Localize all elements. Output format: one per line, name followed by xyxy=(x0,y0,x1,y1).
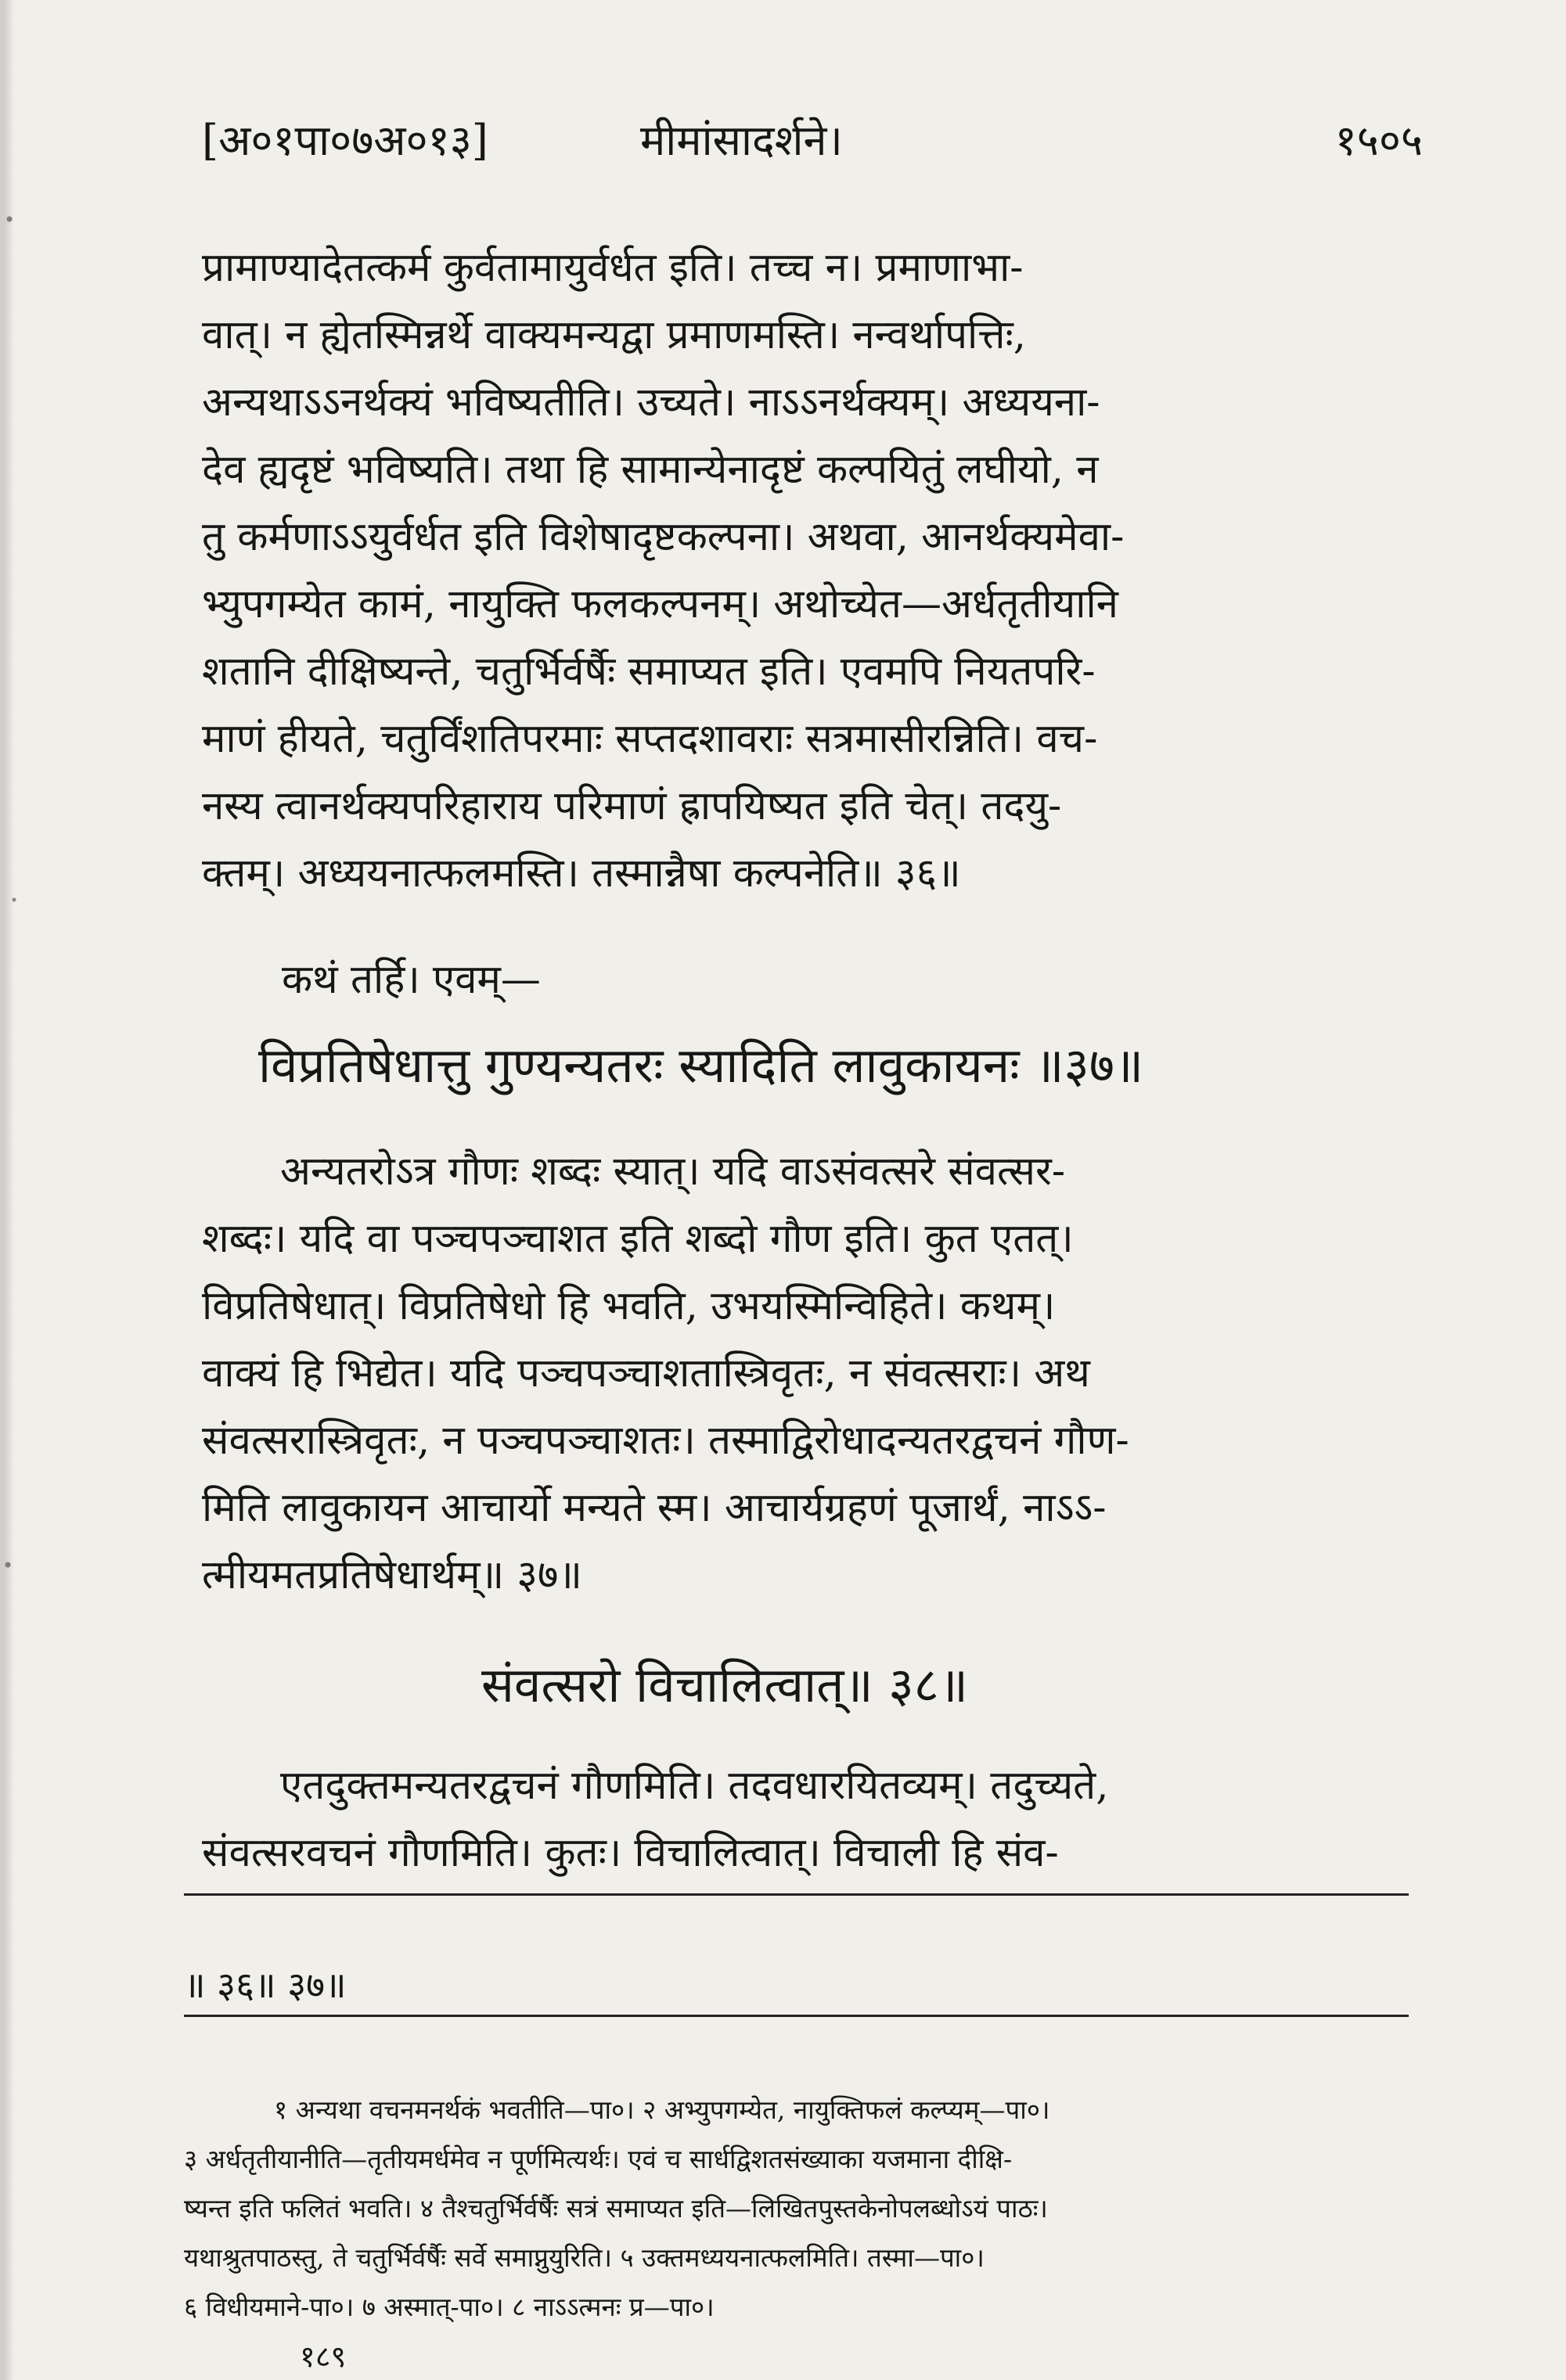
sutra-38: संवत्सरो विचालित्वात्॥ ३८॥ xyxy=(481,1656,968,1713)
running-title: मीमांसादर्शने। xyxy=(640,116,843,165)
text-line: संवत्सरवचनं गौणमिति। कुतः। विचालित्वात्। विचाली हि संव- xyxy=(202,1830,1059,1876)
text-line: मिति लावुकायन आचार्यो मन्यते स्म। आचार्यग्रहणं पूजार्थं, नाऽऽ- xyxy=(202,1485,1107,1531)
footnotes xyxy=(184,2085,1420,2331)
footnote-line: ६ विधीयमाने-पा०। ७ अस्मात्-पा०। ८ नाऽऽत्मनः प्र—पा०। xyxy=(184,2292,715,2322)
text-line: एतदुक्तमन्यतरद्वचनं गौणमिति। तदवधारयितव्यम्। तदुच्यते, xyxy=(280,1763,1109,1809)
text-line: शतानि दीक्षिष्यन्ते, चतुर्भिर्वर्षैः समाप्यत इति। एवमपि नियतपरि- xyxy=(202,649,1096,695)
text-line: नस्य त्वानर्थक्यपरिहाराय परिमाणं ह्रापयिष्यत इति चेत्। तदयु- xyxy=(202,783,1062,829)
text-line: शब्दः। यदि वा पञ्चपञ्चाशत इति शब्दो गौण इति। कुत एतत्। xyxy=(202,1216,1074,1262)
commentary-block-2 xyxy=(202,1138,1391,1609)
commentary-block-3 xyxy=(202,1753,1391,1887)
text-line: विप्रतिषेधात्। विप्रतिषेधो हि भवति, उभयस्मिन्विहिते। कथम्। xyxy=(202,1283,1056,1329)
question-line: कथं तर्हि। एवम्— xyxy=(282,957,541,1003)
footnote-line: यथाश्रुतपाठस्तु, ते चतुर्भिर्वर्षैः सर्वे समाप्नुयुरिति। ५ उक्तमध्ययनात्फलमिति। तस्मा—पा०। xyxy=(184,2242,985,2273)
scan-edge xyxy=(0,0,31,2380)
printer-signature: १८९ xyxy=(300,2339,347,2374)
commentary-block-1 xyxy=(202,235,1391,908)
footnote-line: ३ अर्धतृतीयानीति—तृतीयमर्धमेव न पूर्णमित्यर्थः। एवं च सार्धद्विशतसंख्याका यजमाना दीक्षि- xyxy=(184,2144,1013,2174)
text-line: वात्। न ह्येतस्मिन्नर्थे वाक्यमन्यद्वा प्रमाणमस्ति। नन्वर्थापत्तिः, xyxy=(202,312,1027,358)
text-line: अन्यतरोऽत्र गौणः शब्दः स्यात्। यदि वाऽसंवत्सरे संवत्सर- xyxy=(280,1149,1066,1195)
sutra-references: ॥ ३६॥ ३७॥ xyxy=(184,1964,347,2006)
footnote-line: ष्यन्त इति फलितं भवति। ४ तैश्चतुर्भिर्वर्षैः सत्रं समाप्यत इति—लिखितपुस्तकेनोपलब्धोऽयं पाठः। xyxy=(184,2193,1048,2224)
text-line: क्तम्। अध्ययनात्फलमस्ति। तस्मान्नैषा कल्पनेति॥ ३६॥ xyxy=(202,850,961,897)
text-line: माणं हीयते, चतुर्विंशतिपरमाः सप्तदशावराः सत्रमासीरन्निति। वच- xyxy=(202,716,1098,762)
sutra-37: विप्रतिषेधात्तु गुण्यन्यतरः स्यादिति लावुकायनः ॥३७॥ xyxy=(258,1037,1144,1094)
text-line: त्मीयमतप्रतिषेधार्थम्॥ ३७॥ xyxy=(202,1552,582,1598)
page-number: १५०५ xyxy=(1334,116,1423,165)
divider-rule xyxy=(184,1893,1409,1896)
footnote-line: १ अन्यथा वचनमनर्थकं भवतीति—पा०। २ अभ्युपगम्येत, नायुक्तिफलं कल्प्यम्—पा०। xyxy=(274,2094,1050,2125)
divider-rule xyxy=(184,2015,1409,2017)
text-line: वाक्यं हि भिद्येत। यदि पञ्चपञ्चाशतास्त्रिवृतः, न संवत्सराः। अथ xyxy=(202,1350,1090,1397)
text-line: भ्युपगम्येत कामं, नायुक्ति फलकल्पनम्। अथोच्येत—अर्धतृतीयानि xyxy=(202,581,1118,627)
page-header xyxy=(202,110,1423,172)
text-line: संवत्सरास्त्रिवृतः, न पञ्चपञ्चाशतः। तस्माद्विरोधादन्यतरद्वचनं गौण- xyxy=(202,1418,1129,1464)
text-line: तु कर्मणाऽऽयुर्वर्धत इति विशेषादृष्टकल्पना। अथवा, आनर्थक्यमेवा- xyxy=(202,514,1125,560)
text-line: प्रामाण्यादेतत्कर्म कुर्वतामायुर्वर्धत इति। तच्च न। प्रमाणाभा- xyxy=(202,245,1024,291)
text-line: देव ह्यदृष्टं भविष्यति। तथा हि सामान्येनादृष्टं कल्पयितुं लघीयो, न xyxy=(202,447,1099,493)
text-line: अन्यथाऽऽनर्थक्यं भविष्यतीति। उच्यते। नाऽऽनर्थक्यम्। अध्ययना- xyxy=(202,379,1100,426)
section-reference: [अ०१पा०७अ०१३] xyxy=(202,116,488,165)
